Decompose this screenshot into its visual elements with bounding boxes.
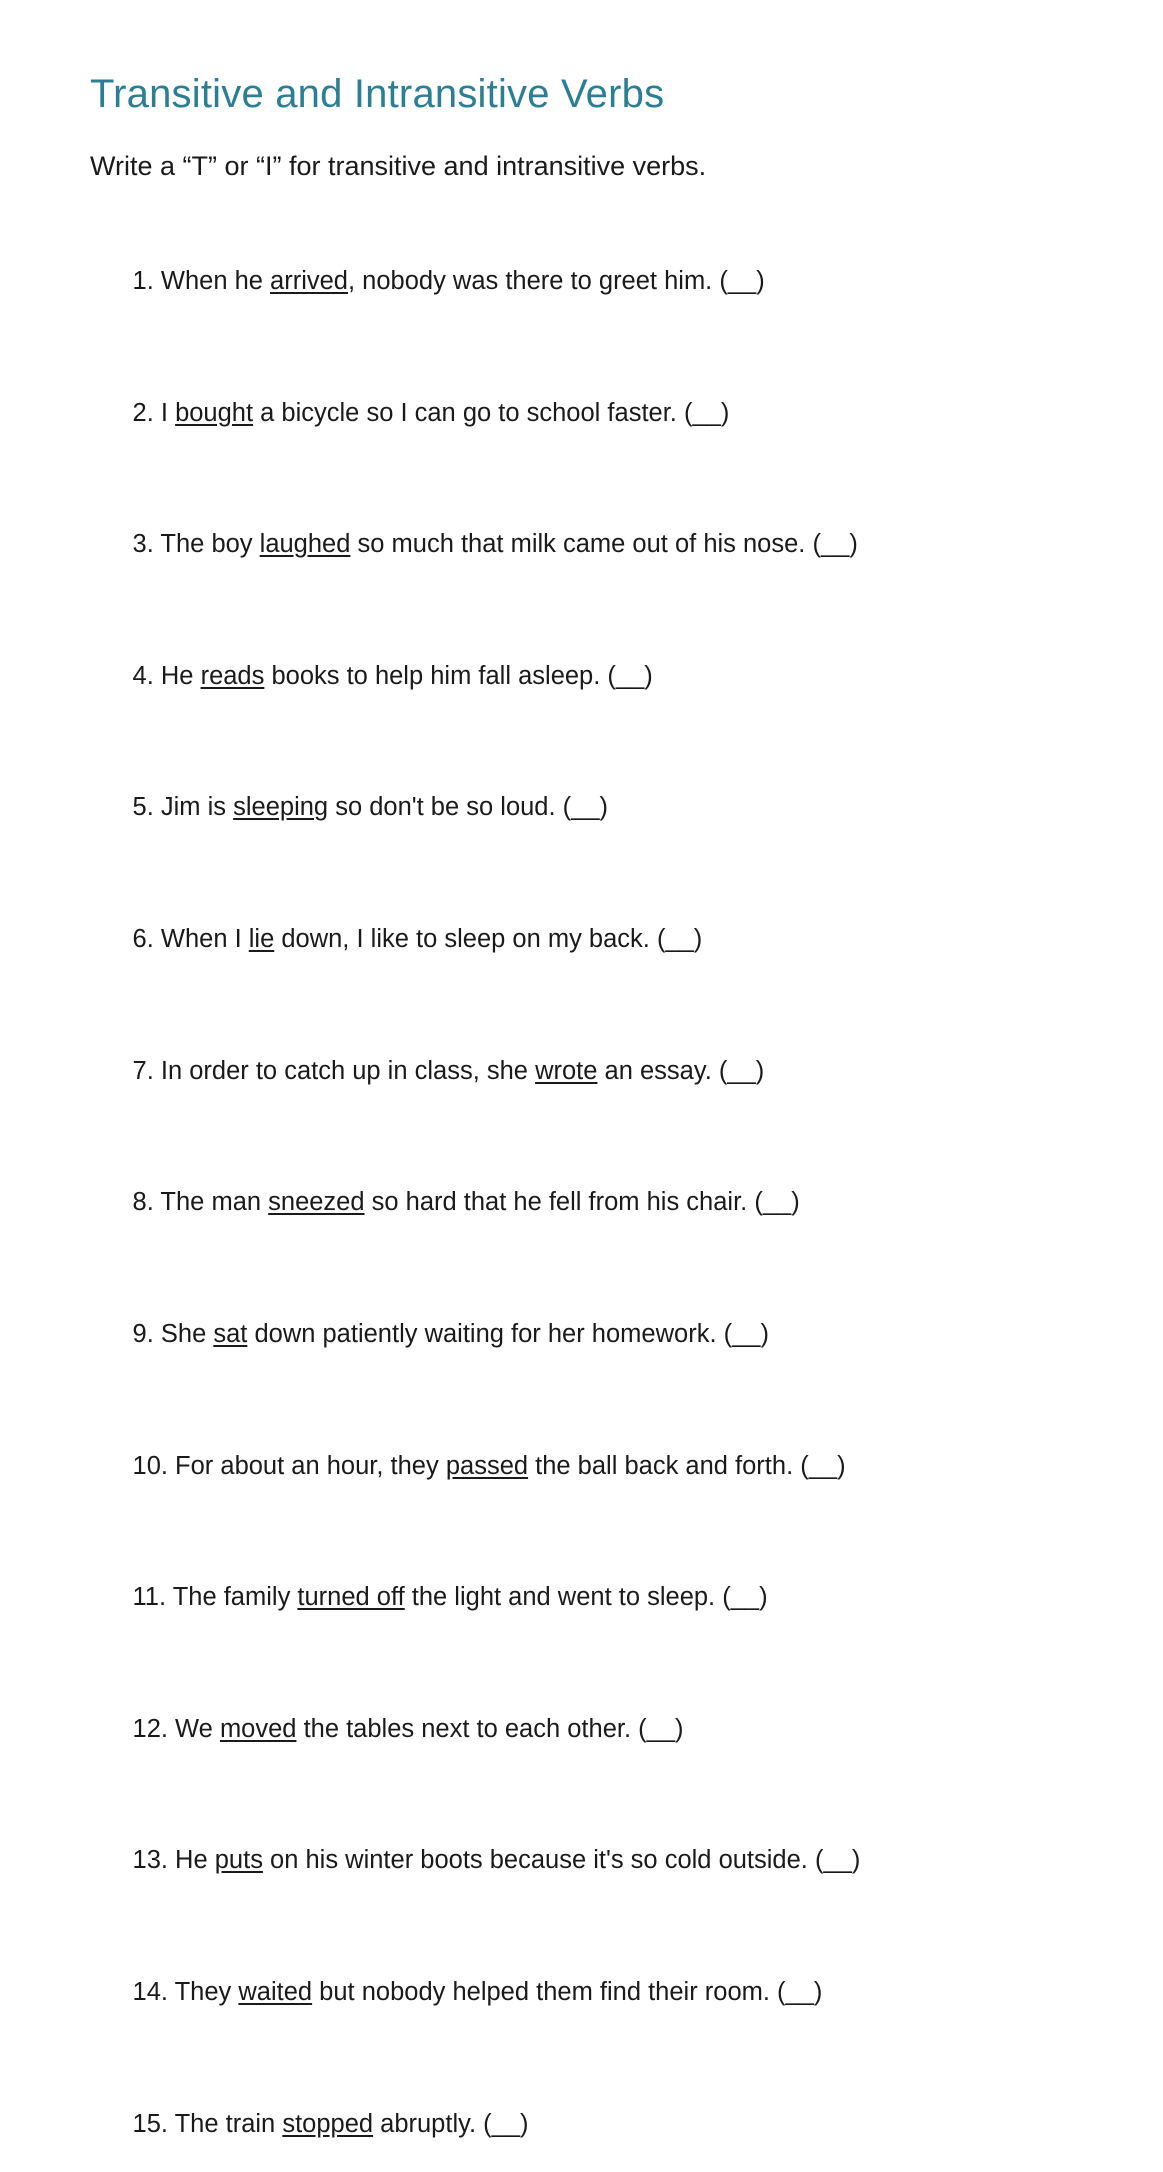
question-text-after: , nobody was there to greet him. (347, 266, 720, 295)
underlined-verb: moved (219, 1714, 297, 1743)
underlined-verb: waited (238, 1978, 313, 2006)
question-number: 14. (132, 1978, 168, 2006)
answer-blank[interactable]: (__) (719, 266, 765, 295)
question-item (90, 234, 1073, 330)
question-item (90, 1682, 1073, 1778)
underlined-verb: stopped (282, 2109, 374, 2138)
question-item (90, 1419, 1073, 1515)
question-text-after: so don't be so loud. (328, 793, 563, 822)
question-item (90, 1814, 1073, 1910)
answer-blank[interactable]: (__) (638, 1714, 684, 1743)
question-text-after: a bicycle so I can go to school faster. (253, 398, 684, 427)
question-text-before: Jim is (153, 793, 234, 822)
question-item (90, 1550, 1073, 1646)
question-text-after: the light and went to sleep. (404, 1583, 723, 1612)
question-item (90, 1287, 1073, 1383)
question-text-after: down patiently waiting for her homework. (247, 1319, 724, 1348)
underlined-verb: laughed (259, 530, 351, 559)
question-text-after: abruptly. (373, 2109, 484, 2138)
question-text-before: The family (166, 1583, 298, 1612)
question-item (90, 497, 1073, 593)
question-text-after: but nobody helped them find their room. (312, 1978, 778, 2006)
question-text-before: The man (153, 1188, 269, 1217)
question-text-before: The boy (153, 530, 260, 559)
question-text-after: so hard that he fell from his chair. (364, 1188, 755, 1217)
question-item (90, 1945, 1073, 2041)
question-text-before: In order to catch up in class, she (153, 1056, 536, 1085)
question-text-after: the tables next to each other. (296, 1714, 639, 1743)
question-text-after: books to help him fall asleep. (264, 661, 608, 690)
underlined-verb: puts (214, 1846, 263, 1875)
answer-blank[interactable]: (__) (656, 925, 703, 953)
question-item (90, 1155, 1073, 1251)
question-text-after: an essay. (597, 1056, 719, 1085)
question-number: 6. (132, 925, 154, 953)
instructions-text: Write a “T” or “I” for transitive and intransitive verbs. (90, 151, 707, 181)
answer-blank[interactable]: (__) (562, 793, 609, 822)
question-number: 4. (132, 661, 154, 690)
question-number: 2. (132, 398, 154, 427)
question-number: 15. (132, 2109, 168, 2138)
question-number: 3. (132, 530, 154, 559)
question-list (90, 234, 1073, 2172)
question-item (90, 1024, 1073, 1120)
answer-blank[interactable]: (__) (777, 1978, 823, 2006)
question-text-before: He (167, 1846, 215, 1875)
question-text-before: She (153, 1319, 214, 1348)
question-text-after: on his winter boots because it's so cold outside. (262, 1846, 815, 1875)
underlined-verb: bought (175, 398, 254, 427)
underlined-verb: wrote (535, 1056, 598, 1085)
underlined-verb: lie (248, 925, 275, 953)
question-text-before: He (153, 661, 201, 690)
question-item (90, 629, 1073, 725)
underlined-verb: sleeping (233, 793, 329, 822)
question-item (90, 366, 1073, 462)
question-text-before: For about an hour, they (167, 1451, 446, 1480)
question-text-before: I (153, 398, 176, 427)
answer-blank[interactable]: (__) (754, 1188, 800, 1217)
question-number: 1. (132, 266, 154, 295)
answer-blank[interactable]: (__) (607, 661, 653, 690)
answer-blank[interactable]: (__) (814, 1846, 861, 1875)
underlined-verb: sneezed (268, 1188, 365, 1217)
question-item (90, 761, 1073, 857)
answer-blank[interactable]: (__) (722, 1583, 768, 1612)
underlined-verb: arrived (270, 266, 348, 295)
question-number: 11. (132, 1583, 167, 1612)
underlined-verb: passed (445, 1451, 529, 1480)
question-text-before: We (167, 1714, 220, 1743)
answer-blank[interactable]: (__) (812, 530, 858, 559)
question-item (90, 2077, 1073, 2172)
question-item (90, 892, 1073, 988)
answer-blank[interactable]: (__) (723, 1319, 769, 1348)
question-number: 12. (132, 1714, 168, 1743)
question-text-after: down, I like to sleep on my back. (274, 925, 657, 953)
underlined-verb: sat (213, 1319, 248, 1348)
question-number: 5. (132, 793, 154, 822)
question-text-after: the ball back and forth. (528, 1451, 801, 1480)
underlined-verb: reads (200, 661, 265, 690)
answer-blank[interactable]: (__) (800, 1451, 846, 1480)
question-number: 8. (132, 1188, 154, 1217)
answer-blank[interactable]: (__) (718, 1056, 765, 1085)
answer-blank[interactable]: (__) (683, 398, 730, 427)
question-text-before: They (167, 1978, 239, 2006)
answer-blank[interactable]: (__) (483, 2109, 529, 2138)
question-number: 9. (132, 1319, 154, 1348)
question-number: 7. (132, 1056, 154, 1085)
question-text-after: so much that milk came out of his nose. (350, 530, 813, 559)
question-text-before: When I (153, 925, 249, 953)
question-text-before: The train (167, 2109, 283, 2138)
underlined-verb: turned off (297, 1583, 405, 1612)
question-number: 10. (132, 1451, 168, 1480)
question-text-before: When he (153, 266, 271, 295)
question-number: 13. (132, 1846, 168, 1875)
page-title: Transitive and Intransitive Verbs (90, 72, 665, 116)
